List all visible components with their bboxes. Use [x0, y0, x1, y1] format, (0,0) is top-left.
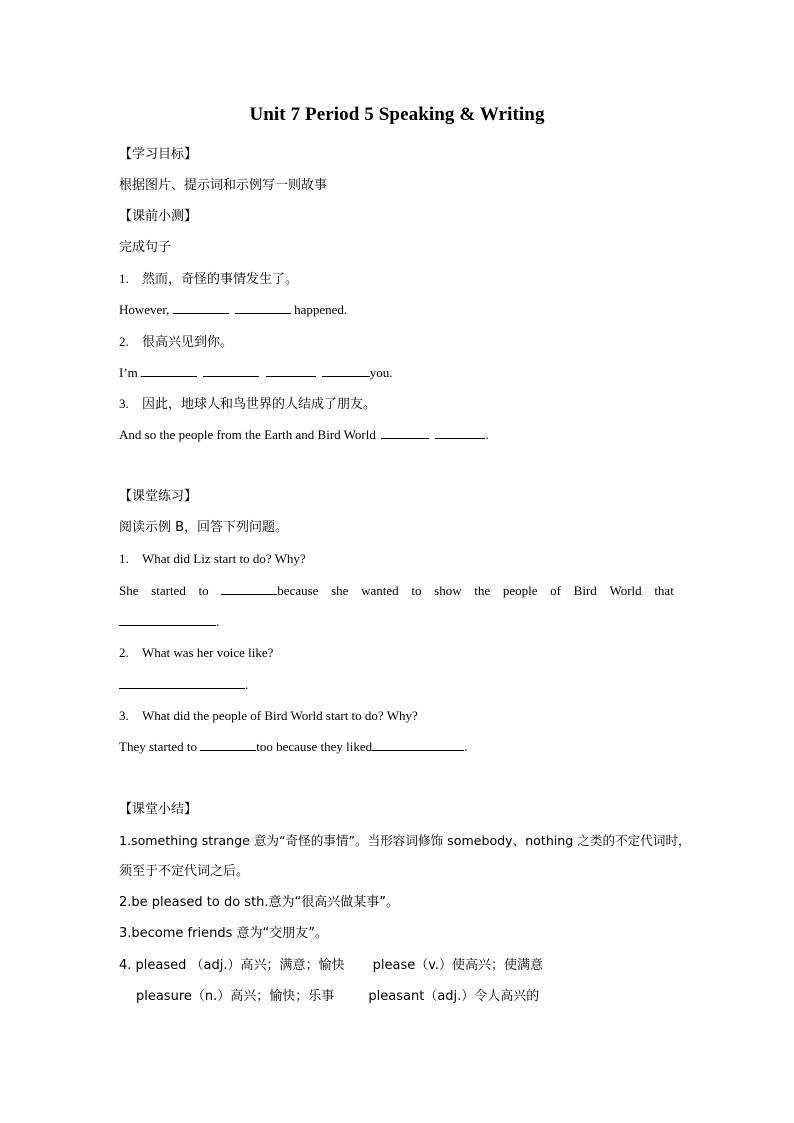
- pretest-answer-1: [119, 301, 347, 319]
- item-number: 2.: [119, 334, 129, 349]
- item-chinese: 因此，地球人和鸟世界的人结成了朋友。: [142, 397, 377, 412]
- answer-end: .: [216, 614, 220, 629]
- answer-word: because: [277, 583, 319, 598]
- answer-word: she: [331, 583, 349, 598]
- goal-heading: 【学习目标】: [119, 147, 198, 162]
- answer-word: World: [609, 583, 642, 598]
- summary-point-3: 3.become friends 意为“交朋友”。: [119, 926, 328, 941]
- answer-suffix: .: [485, 427, 489, 442]
- answer-middle: too because they liked: [256, 739, 373, 754]
- answer-blank[interactable]: [435, 426, 485, 439]
- answer-word: that: [654, 583, 674, 598]
- summary-point-2: 2.be pleased to do sth.意为“很高兴做某事”。: [119, 895, 400, 910]
- answer-blank[interactable]: [119, 676, 245, 689]
- answer-word: show: [434, 583, 462, 598]
- answer-blank[interactable]: [372, 738, 464, 751]
- pretest-heading: 【课前小测】: [119, 209, 198, 224]
- answer-blank[interactable]: [203, 364, 259, 377]
- answer-word: to: [198, 583, 209, 598]
- answer-word: people: [502, 583, 538, 598]
- item-chinese: 然而，奇怪的事情发生了。: [142, 272, 299, 287]
- answer-word: started: [151, 583, 186, 598]
- practice-instruction: 阅读示例 B，回答下列问题。: [119, 520, 289, 535]
- practice-answer-3: [119, 738, 467, 756]
- practice-answer-2: [119, 676, 248, 694]
- pretest-instruction: 完成句子: [119, 240, 172, 255]
- word-form-pleased: 4. pleased （adj.）高兴；满意；愉快: [119, 958, 345, 973]
- summary-point-4-line-2: [136, 988, 539, 1006]
- answer-blank[interactable]: [266, 364, 316, 377]
- answer-end: .: [464, 739, 468, 754]
- practice-answer-1: [119, 582, 674, 600]
- question-number: 1.: [119, 551, 129, 566]
- page-title: Unit 7 Period 5 Speaking & Writing: [249, 104, 545, 125]
- answer-blank[interactable]: [141, 364, 197, 377]
- practice-question-1: [119, 550, 306, 568]
- pretest-item-1: [119, 270, 298, 289]
- pretest-answer-3: [119, 426, 489, 444]
- answer-blank[interactable]: [235, 301, 291, 314]
- item-number: 1.: [119, 271, 129, 286]
- question-number: 2.: [119, 645, 129, 660]
- goal-text: 根据图片、提示词和示例写一则故事: [119, 178, 328, 193]
- practice-question-3: [119, 707, 418, 725]
- answer-blank[interactable]: [200, 738, 256, 751]
- answer-blank[interactable]: [221, 582, 277, 595]
- answer-prefix: However,: [119, 302, 170, 317]
- answer-prefix: They started to: [119, 739, 197, 754]
- answer-blank[interactable]: [381, 426, 429, 439]
- summary-point-4-line-1: [119, 957, 543, 975]
- question-text: What did the people of Bird World start to do? Why?: [142, 708, 418, 723]
- answer-word: Bird: [573, 583, 597, 598]
- answer-end: .: [245, 677, 249, 692]
- summary-point-1-cont: 须至于不定代词之后。: [119, 864, 250, 879]
- answer-blank[interactable]: [322, 364, 370, 377]
- answer-word: She: [119, 583, 139, 598]
- question-text: What did Liz start to do? Why?: [142, 551, 306, 566]
- answer-word: wanted: [361, 583, 399, 598]
- answer-blank[interactable]: [119, 613, 216, 626]
- pretest-item-2: [119, 333, 233, 352]
- pretest-item-3: [119, 395, 376, 414]
- summary-point-1: 1.something strange 意为“奇怪的事情”。当形容词修饰 somebody、nothing 之类的不定代词时，: [119, 833, 691, 848]
- pretest-answer-2: [119, 364, 393, 382]
- practice-question-2: [119, 644, 273, 662]
- summary-heading: 【课堂小结】: [119, 802, 198, 817]
- answer-suffix: happened.: [294, 302, 348, 317]
- question-text: What was her voice like?: [142, 645, 274, 660]
- item-number: 3.: [119, 396, 129, 411]
- answer-word: to: [411, 583, 422, 598]
- answer-blank[interactable]: [173, 301, 229, 314]
- answer-prefix: I’m: [119, 365, 138, 380]
- practice-heading: 【课堂练习】: [119, 489, 198, 504]
- practice-answer-1-cont: [119, 613, 219, 631]
- word-form-pleasant: pleasant（adj.）令人高兴的: [368, 989, 540, 1004]
- word-form-pleasure: pleasure（n.）高兴；愉快；乐事: [136, 989, 335, 1004]
- question-number: 3.: [119, 708, 129, 723]
- answer-word: the: [474, 583, 491, 598]
- answer-prefix: And so the people from the Earth and Bird World: [119, 427, 376, 442]
- item-chinese: 很高兴见到你。: [142, 335, 234, 350]
- word-form-please: please（v.）使高兴；使满意: [372, 958, 544, 973]
- answer-word: of: [550, 583, 561, 598]
- answer-suffix: you.: [369, 365, 393, 380]
